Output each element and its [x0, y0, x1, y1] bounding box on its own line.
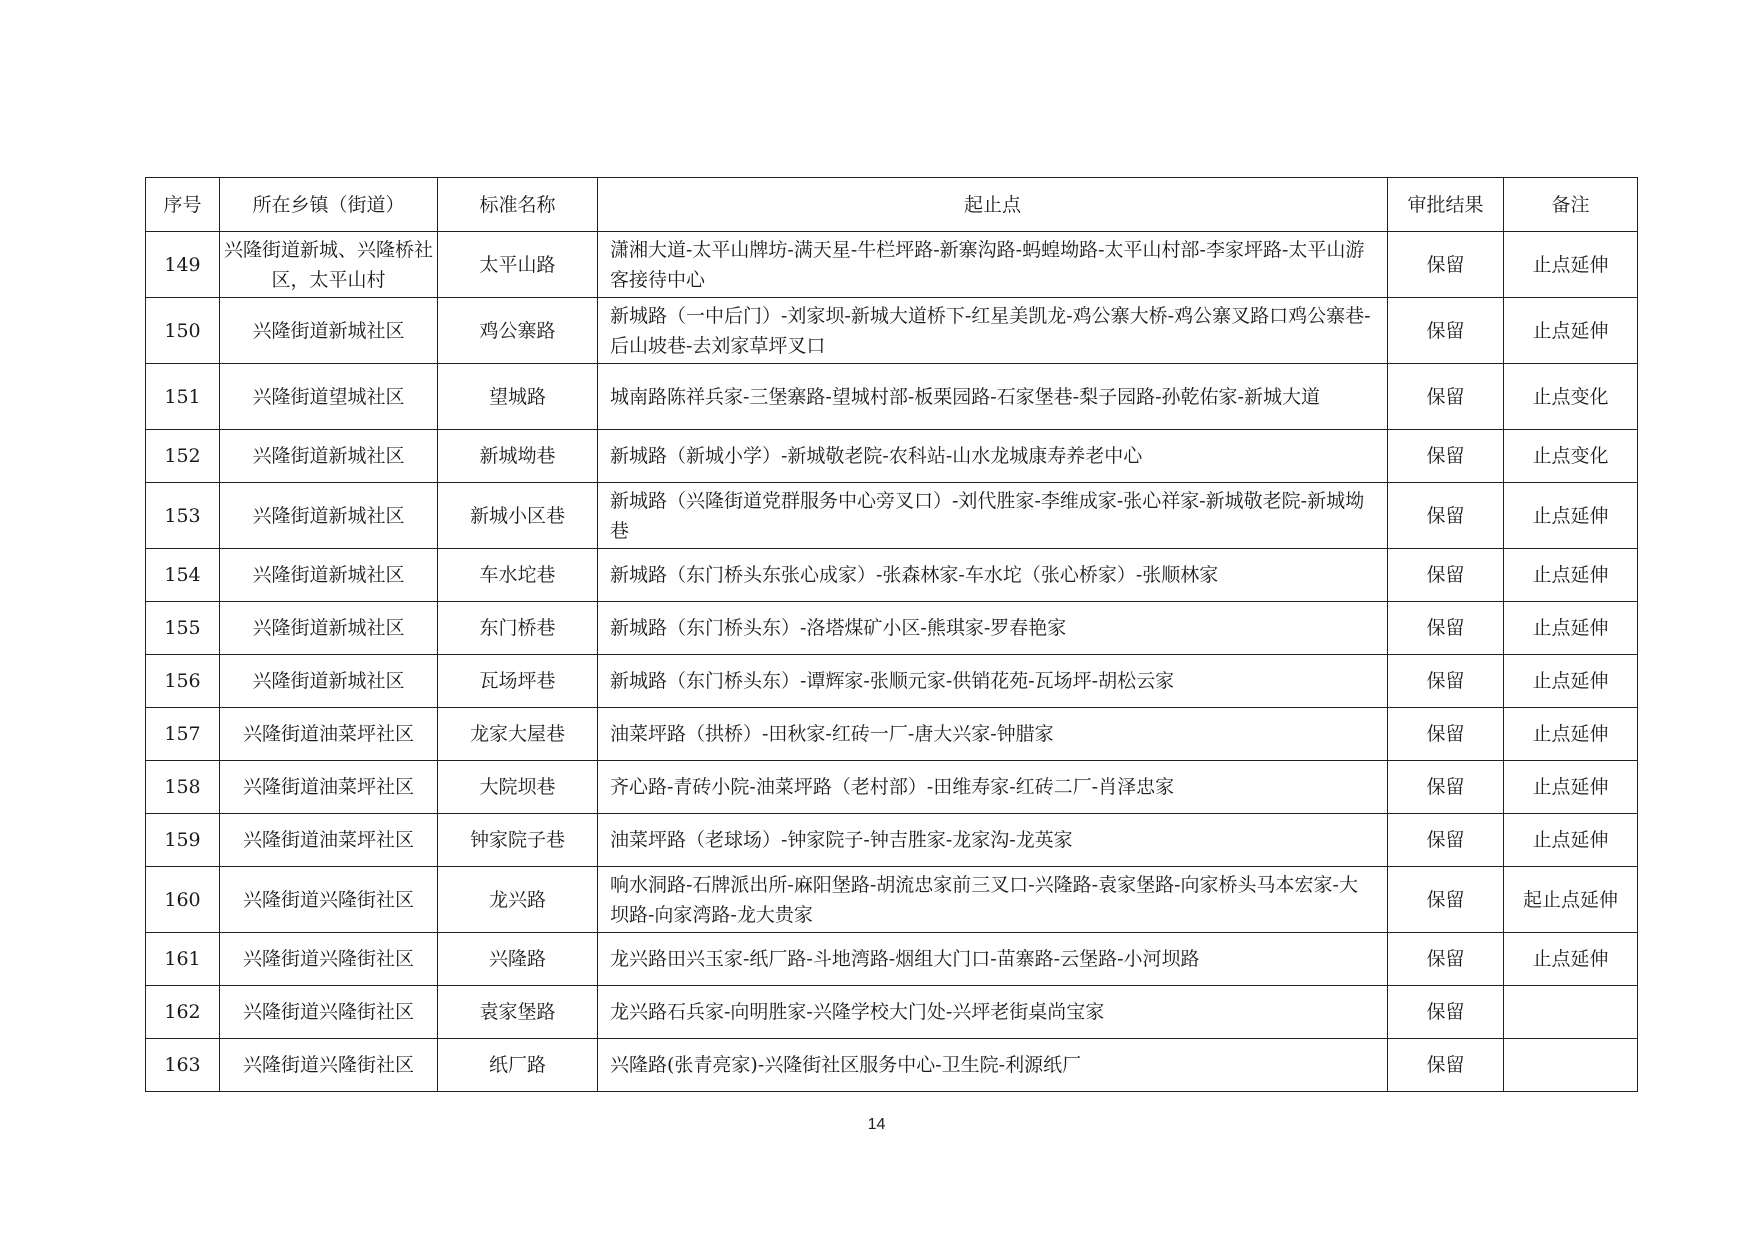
- cell-town-street: [220, 761, 438, 814]
- cell-start-end-points-text: 齐心路-青砖小院-油菜坪路（老村部）-田维寿家-红砖二厂-肖泽忠家: [610, 776, 1175, 798]
- cell-remarks-text: 止点变化: [1532, 385, 1609, 408]
- cell-start-end-points: [598, 867, 1388, 933]
- cell-serial-number-text: 150: [164, 319, 201, 342]
- header-town-street: 所在乡镇（街道）: [220, 178, 438, 232]
- cell-serial-number-text: 154: [164, 564, 201, 586]
- cell-serial-number: [146, 933, 220, 986]
- cell-remarks-text: 止点变化: [1532, 445, 1609, 467]
- cell-serial-number-text: 160: [164, 888, 201, 911]
- cell-remarks-text: 止点延伸: [1532, 670, 1609, 692]
- cell-start-end-points-text: 新城路（东门桥头东张心成家）-张森林家-车水坨（张心桥家）-张顺林家: [610, 564, 1219, 586]
- cell-start-end-points: [598, 232, 1388, 298]
- cell-town-street-text: 兴隆街道兴隆街社区: [242, 1054, 414, 1076]
- cell-approval-result-text: 保留: [1426, 385, 1465, 408]
- table-row: [146, 986, 1638, 1039]
- cell-remarks: [1504, 867, 1638, 933]
- cell-approval-result: [1388, 430, 1504, 483]
- cell-remarks: [1504, 933, 1638, 986]
- cell-standard-name: [438, 655, 598, 708]
- cell-remarks: [1504, 814, 1638, 867]
- cell-remarks-text: 止点延伸: [1532, 723, 1609, 745]
- header-standard-name: 标准名称: [438, 178, 598, 232]
- cell-town-street: [220, 1039, 438, 1092]
- cell-start-end-points-text: 兴隆路(张青亮家)-兴隆街社区服务中心-卫生院-利源纸厂: [610, 1054, 1082, 1076]
- cell-town-street: [220, 986, 438, 1039]
- cell-remarks: [1504, 602, 1638, 655]
- cell-standard-name-text: 东门桥巷: [479, 617, 556, 639]
- cell-start-end-points: [598, 430, 1388, 483]
- cell-serial-number: [146, 298, 220, 364]
- cell-town-street-text: 兴隆街道油菜坪社区: [242, 723, 414, 745]
- cell-town-street: [220, 430, 438, 483]
- cell-start-end-points-text: 龙兴路田兴玉家-纸厂路-斗地湾路-烟组大门口-苗寨路-云堡路-小河坝路: [610, 948, 1200, 970]
- table-row: [146, 602, 1638, 655]
- cell-remarks-text: 止点延伸: [1532, 829, 1609, 851]
- cell-start-end-points-text: 油菜坪路（老球场）-钟家院子-钟吉胜家-龙家沟-龙英家: [610, 829, 1073, 851]
- cell-town-street: [220, 814, 438, 867]
- cell-approval-result: [1388, 655, 1504, 708]
- page-number: 14: [867, 1116, 886, 1133]
- cell-serial-number-text: 153: [164, 504, 201, 527]
- cell-standard-name-text: 新城坳巷: [479, 445, 556, 467]
- table-row: [146, 814, 1638, 867]
- cell-standard-name-text: 新城小区巷: [469, 504, 565, 527]
- cell-serial-number-text: 158: [164, 776, 201, 798]
- cell-serial-number-text: 152: [164, 445, 201, 467]
- cell-remarks-text: 止点延伸: [1532, 617, 1609, 639]
- table-header-row: [146, 178, 1638, 232]
- header-serial-number: 序号: [146, 178, 220, 232]
- cell-approval-result-text: 保留: [1426, 564, 1465, 586]
- cell-start-end-points: [598, 933, 1388, 986]
- cell-town-street-text: 兴隆街道新城、兴隆桥社区，太平山村: [223, 238, 433, 291]
- cell-standard-name: [438, 1039, 598, 1092]
- cell-town-street: [220, 933, 438, 986]
- table-row: [146, 549, 1638, 602]
- cell-remarks-text: 止点延伸: [1532, 564, 1609, 586]
- cell-serial-number: [146, 761, 220, 814]
- cell-approval-result: [1388, 298, 1504, 364]
- cell-start-end-points-text: 新城路（东门桥头东）-洛塔煤矿小区-熊琪家-罗春艳家: [610, 617, 1067, 639]
- cell-approval-result-text: 保留: [1426, 670, 1465, 692]
- cell-approval-result-text: 保留: [1426, 504, 1465, 527]
- table-row: [146, 708, 1638, 761]
- cell-start-end-points: [598, 298, 1388, 364]
- cell-serial-number: [146, 655, 220, 708]
- cell-standard-name: [438, 867, 598, 933]
- cell-standard-name: [438, 298, 598, 364]
- cell-town-street-text: 兴隆街道新城社区: [252, 504, 405, 527]
- cell-serial-number: [146, 708, 220, 761]
- cell-remarks: [1504, 655, 1638, 708]
- cell-serial-number: [146, 867, 220, 933]
- cell-standard-name: [438, 708, 598, 761]
- cell-standard-name-text: 瓦场坪巷: [479, 670, 556, 692]
- cell-town-street-text: 兴隆街道兴隆街社区: [242, 1001, 414, 1023]
- cell-town-street-text: 兴隆街道新城社区: [252, 445, 405, 467]
- cell-standard-name: [438, 430, 598, 483]
- cell-standard-name: [438, 483, 598, 549]
- cell-approval-result: [1388, 814, 1504, 867]
- cell-town-street-text: 兴隆街道新城社区: [252, 319, 405, 342]
- cell-remarks: [1504, 298, 1638, 364]
- cell-serial-number-text: 155: [164, 617, 201, 639]
- cell-remarks: [1504, 430, 1638, 483]
- cell-start-end-points: [598, 655, 1388, 708]
- cell-remarks: [1504, 986, 1638, 1039]
- table-body: [146, 232, 1638, 1092]
- cell-remarks: [1504, 232, 1638, 298]
- cell-approval-result-text: 保留: [1426, 319, 1465, 342]
- cell-remarks: [1504, 761, 1638, 814]
- cell-approval-result: [1388, 1039, 1504, 1092]
- cell-town-street: [220, 867, 438, 933]
- cell-start-end-points: [598, 364, 1388, 430]
- road-name-table: [145, 177, 1638, 1092]
- cell-approval-result-text: 保留: [1426, 617, 1465, 639]
- cell-town-street-text: 兴隆街道新城社区: [252, 670, 405, 692]
- cell-approval-result-text: 保留: [1426, 948, 1465, 970]
- table-row: [146, 298, 1638, 364]
- cell-standard-name-text: 大院坝巷: [479, 776, 556, 798]
- cell-standard-name-text: 钟家院子巷: [469, 829, 565, 851]
- cell-standard-name: [438, 549, 598, 602]
- table-row: [146, 761, 1638, 814]
- cell-serial-number: [146, 986, 220, 1039]
- cell-standard-name: [438, 232, 598, 298]
- cell-remarks: [1504, 364, 1638, 430]
- cell-standard-name-text: 袁家堡路: [479, 1001, 556, 1023]
- cell-serial-number-text: 149: [164, 253, 201, 276]
- cell-town-street: [220, 483, 438, 549]
- cell-remarks: [1504, 1039, 1638, 1092]
- table-row: [146, 867, 1638, 933]
- header-start-end-points: 起止点: [598, 178, 1388, 232]
- cell-remarks-text: 止点延伸: [1532, 504, 1609, 527]
- cell-standard-name-text: 望城路: [488, 385, 546, 408]
- cell-serial-number: [146, 814, 220, 867]
- cell-approval-result: [1388, 933, 1504, 986]
- cell-remarks: [1504, 549, 1638, 602]
- cell-serial-number: [146, 549, 220, 602]
- cell-standard-name: [438, 761, 598, 814]
- cell-start-end-points-text: 新城路（一中后门）-刘家坝-新城大道桥下-红星美凯龙-鸡公寨大桥-鸡公寨叉路口鸡公寨巷-后山坡巷-去刘家草坪叉口: [610, 304, 1371, 357]
- table-row: [146, 1039, 1638, 1092]
- table-row: [146, 655, 1638, 708]
- cell-remarks-text: 止点延伸: [1532, 776, 1609, 798]
- cell-remarks: [1504, 483, 1638, 549]
- cell-approval-result-text: 保留: [1426, 253, 1465, 276]
- cell-start-end-points-text: 新城路（兴隆街道党群服务中心旁叉口）-刘代胜家-李维成家-张心祥家-新城敬老院-新城坳巷: [610, 489, 1365, 542]
- cell-town-street-text: 兴隆街道新城社区: [252, 617, 405, 639]
- cell-serial-number: [146, 232, 220, 298]
- cell-approval-result: [1388, 986, 1504, 1039]
- cell-standard-name: [438, 986, 598, 1039]
- cell-serial-number: [146, 430, 220, 483]
- cell-town-street: [220, 655, 438, 708]
- cell-town-street: [220, 549, 438, 602]
- cell-remarks-text: 止点延伸: [1532, 948, 1609, 970]
- cell-town-street-text: 兴隆街道油菜坪社区: [242, 776, 414, 798]
- cell-town-street-text: 兴隆街道兴隆街社区: [242, 888, 414, 911]
- cell-start-end-points-text: 响水洞路-石牌派出所-麻阳堡路-胡流忠家前三叉口-兴隆路-袁家堡路-向家桥头马本宏家-大坝路-向家湾路-龙大贵家: [610, 873, 1358, 926]
- cell-start-end-points: [598, 761, 1388, 814]
- cell-standard-name-text: 太平山路: [479, 253, 556, 276]
- cell-approval-result: [1388, 602, 1504, 655]
- cell-start-end-points: [598, 1039, 1388, 1092]
- cell-serial-number-text: 161: [164, 948, 201, 970]
- cell-approval-result-text: 保留: [1426, 723, 1465, 745]
- cell-serial-number-text: 156: [164, 670, 201, 692]
- cell-approval-result-text: 保留: [1426, 888, 1465, 911]
- cell-approval-result-text: 保留: [1426, 1001, 1465, 1023]
- cell-serial-number: [146, 1039, 220, 1092]
- cell-start-end-points: [598, 549, 1388, 602]
- cell-start-end-points: [598, 708, 1388, 761]
- cell-standard-name-text: 纸厂路: [488, 1054, 546, 1076]
- cell-standard-name-text: 兴隆路: [488, 948, 546, 970]
- table-row: [146, 430, 1638, 483]
- cell-standard-name-text: 龙兴路: [488, 888, 546, 911]
- cell-start-end-points-text: 城南路陈祥兵家-三堡寨路-望城村部-板栗园路-石家堡巷-梨子园路-孙乾佑家-新城大道: [610, 385, 1320, 408]
- cell-standard-name: [438, 933, 598, 986]
- cell-approval-result-text: 保留: [1426, 829, 1465, 851]
- cell-approval-result: [1388, 364, 1504, 430]
- cell-standard-name-text: 龙家大屋巷: [469, 723, 565, 745]
- cell-approval-result: [1388, 867, 1504, 933]
- cell-start-end-points: [598, 814, 1388, 867]
- cell-town-street: [220, 602, 438, 655]
- header-approval-result: 审批结果: [1388, 178, 1504, 232]
- cell-approval-result: [1388, 232, 1504, 298]
- cell-town-street: [220, 232, 438, 298]
- cell-serial-number-text: 159: [164, 829, 201, 851]
- cell-town-street-text: 兴隆街道兴隆街社区: [242, 948, 414, 970]
- cell-town-street: [220, 364, 438, 430]
- cell-approval-result-text: 保留: [1426, 445, 1465, 467]
- table-row: [146, 483, 1638, 549]
- cell-start-end-points: [598, 986, 1388, 1039]
- cell-standard-name: [438, 364, 598, 430]
- cell-standard-name-text: 车水坨巷: [479, 564, 556, 586]
- cell-approval-result: [1388, 483, 1504, 549]
- header-remarks: 备注: [1504, 178, 1638, 232]
- cell-standard-name: [438, 814, 598, 867]
- cell-remarks: [1504, 708, 1638, 761]
- cell-serial-number: [146, 483, 220, 549]
- cell-remarks-text: 起止点延伸: [1522, 888, 1618, 911]
- cell-start-end-points-text: 新城路（东门桥头东）-谭辉家-张顺元家-供销花苑-瓦场坪-胡松云家: [610, 670, 1175, 692]
- cell-start-end-points-text: 龙兴路石兵家-向明胜家-兴隆学校大门处-兴坪老街桌尚宝家: [610, 1001, 1105, 1023]
- cell-serial-number-text: 151: [164, 385, 201, 408]
- table-row: [146, 933, 1638, 986]
- cell-serial-number: [146, 602, 220, 655]
- cell-approval-result-text: 保留: [1426, 1054, 1465, 1076]
- cell-start-end-points: [598, 483, 1388, 549]
- cell-start-end-points-text: 潇湘大道-太平山牌坊-满天星-牛栏坪路-新寨沟路-蚂蝗坳路-太平山村部-李家坪路-太平山游客接待中心: [610, 238, 1365, 291]
- cell-start-end-points-text: 新城路（新城小学）-新城敬老院-农科站-山水龙城康寿养老中心: [610, 445, 1143, 467]
- cell-serial-number: [146, 364, 220, 430]
- cell-serial-number-text: 162: [164, 1001, 201, 1023]
- cell-approval-result-text: 保留: [1426, 776, 1465, 798]
- cell-start-end-points-text: 油菜坪路（拱桥）-田秋家-红砖一厂-唐大兴家-钟腊家: [610, 723, 1054, 745]
- cell-town-street-text: 兴隆街道油菜坪社区: [242, 829, 414, 851]
- table-row: [146, 232, 1638, 298]
- cell-town-street: [220, 298, 438, 364]
- cell-remarks-text: 止点延伸: [1532, 319, 1609, 342]
- cell-remarks-text: 止点延伸: [1532, 253, 1609, 276]
- cell-serial-number-text: 163: [164, 1054, 201, 1076]
- table-row: [146, 364, 1638, 430]
- cell-approval-result: [1388, 549, 1504, 602]
- cell-approval-result: [1388, 708, 1504, 761]
- cell-standard-name: [438, 602, 598, 655]
- cell-town-street-text: 兴隆街道新城社区: [252, 564, 405, 586]
- cell-approval-result: [1388, 761, 1504, 814]
- cell-town-street-text: 兴隆街道望城社区: [252, 385, 405, 408]
- cell-start-end-points: [598, 602, 1388, 655]
- cell-standard-name-text: 鸡公寨路: [479, 319, 556, 342]
- cell-town-street: [220, 708, 438, 761]
- cell-serial-number-text: 157: [164, 723, 201, 745]
